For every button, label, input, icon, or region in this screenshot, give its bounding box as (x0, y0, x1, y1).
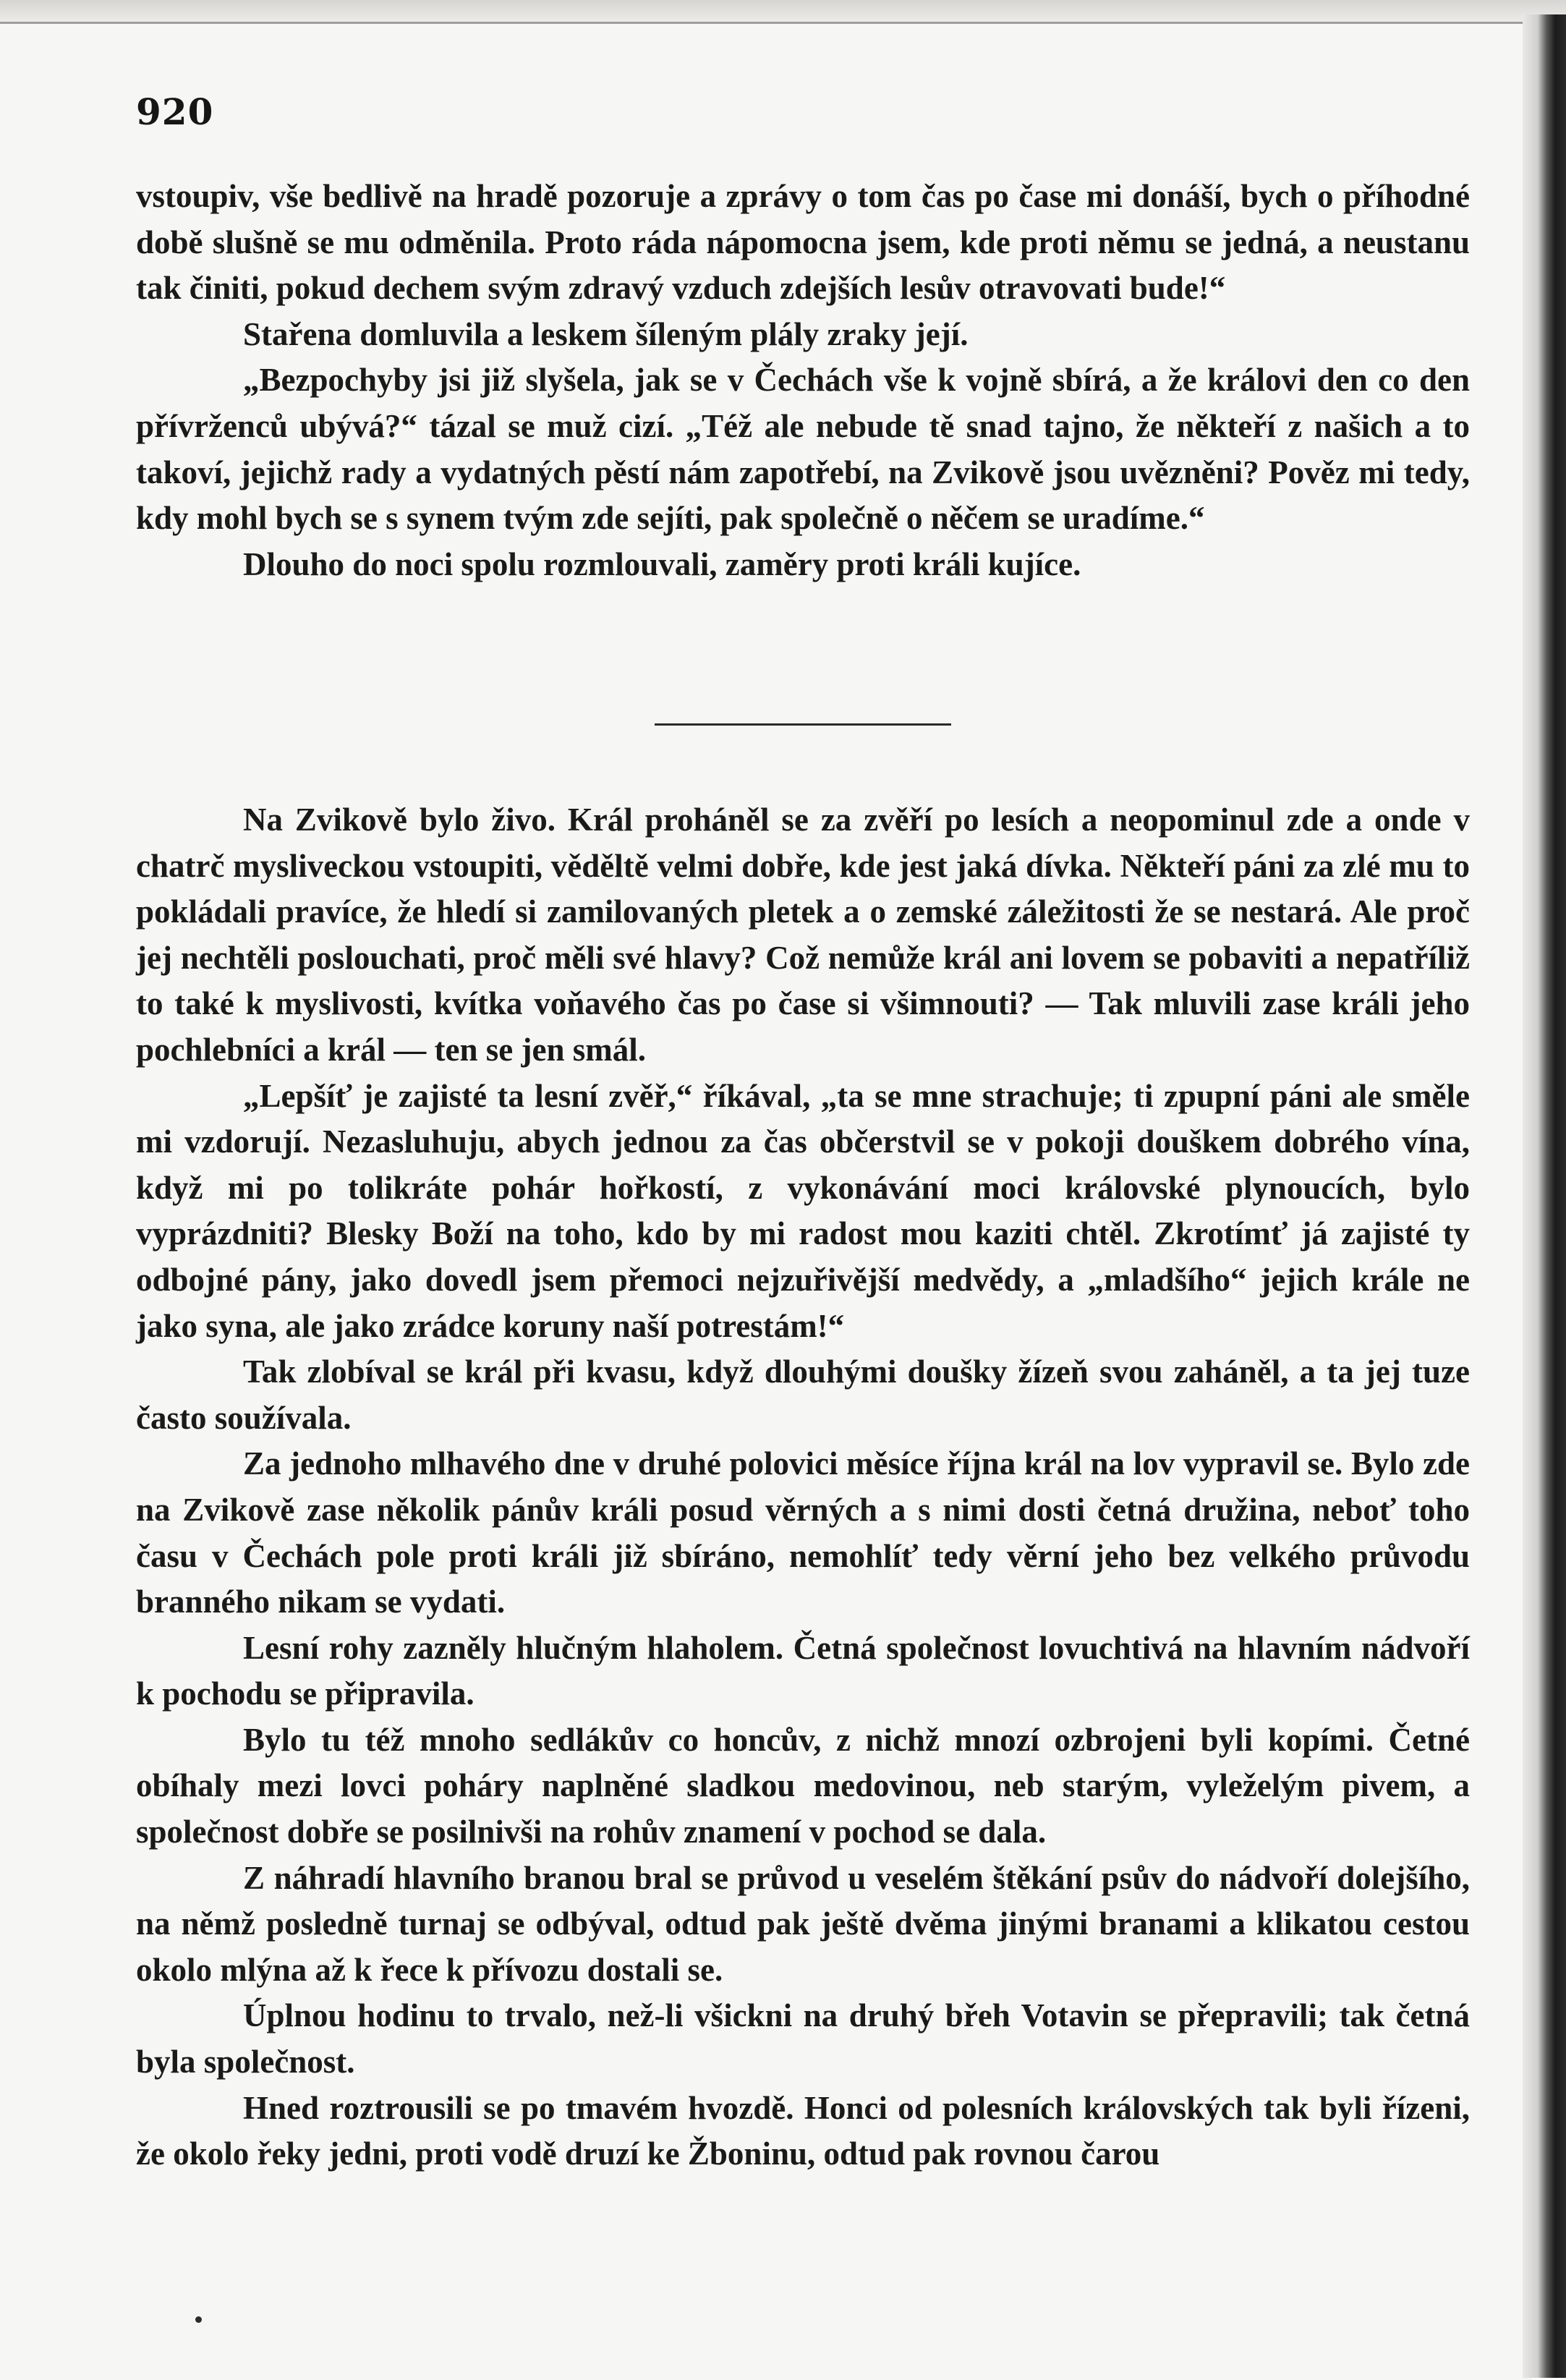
paragraph: Bylo tu též mnoho sedlákův co honcův, z nichž mnozí ozbrojeni byli kopími. Četné obíhaly mezi lovci poháry naplněné sladkou medovinou, neb starým, vyleželým pivem, a společnost dobře se posilnivši na rohův znamení v pochod se dala. (136, 1721, 1470, 1850)
paragraph: Za jednoho mlhavého dne v druhé polovici měsíce října král na lov vypravil se. Bylo zde na Zvikově zase několik pánův králi posud věrných a s nimi dosti četná družina, neboť toho času v Čechách pole proti králi již sbíráno, nemohlíť tedy věrní jeho bez velkého průvodu branného nikam se vydati. (136, 1445, 1470, 1620)
text-block-after-separator (136, 797, 1470, 2177)
paragraph: Stařena domluvila a leskem šíleným plály zraky její. (243, 315, 969, 352)
paragraph: vstoupiv, vše bedlivě na hradě pozoruje a zprávy o tom čas po čase mi donáší, bych o příhodné době slušně se mu odměnila. Proto ráda nápomocna jsem, kde proti němu se jedná, a neustanu tak činiti, pokud dechem svým zdravý vzduch zdejších lesův otravovati bude!“ (136, 178, 1470, 307)
paragraph: Lesní rohy zazněly hlučným hlaholem. Četná společnost lovuchtivá na hlavním nádvoří k pochodu se připravila. (136, 1629, 1470, 1712)
section-separator (655, 723, 951, 726)
paragraph: „Bezpochyby jsi již slyšela, jak se v Čechách vše k vojně sbírá, a že královi den co den přívrženců ubývá?“ tázal se muž cizí. „Též ale nebude tě snad tajno, že někteří z našich a to takoví, jejichž rady a vydatných pěstí nám zapotřebí, na Zvikově jsou uvězněni? Pověz mi tedy, kdy mohl bych se s synem tvým zde sejíti, pak společně o něčem se uradíme.“ (136, 362, 1470, 537)
paragraph: Dlouho do noci spolu rozmlouvali, zaměry proti králi kujíce. (243, 545, 1081, 582)
paragraph: Z náhradí hlavního branou bral se průvod u veselém štěkání psův do nádvoří dolejšího, na němž posledně turnaj se odbýval, odtud pak ještě dvěma jinými branami a klikatou cestou okolo mlýna až k řece k přívozu dostali se. (136, 1859, 1470, 1988)
paragraph: Na Zvikově bylo živo. Král proháněl se za zvěří po lesích a neopominul zde a onde v chatrč mysliveckou vstoupiti, věděltě velmi dobře, kde jest jaká dívka. Někteří páni za zlé mu to pokládali pravíce, že hledí si zamilovaných pletek a o zemské záležitosti že se nestará. Ale proč jej nechtěli poslouchati, proč měli své hlavy? Což nemůže král ani lovem se pobaviti a nepatříliž to také k myslivosti, kvítka voňavého čas po čase si všimnouti? — Tak mluvili zase králi jeho pochlebníci a král — ten se jen smál. (136, 802, 1470, 1068)
paragraph: Úplnou hodinu to trvalo, než-li všickni na druhý břeh Votavin se přepravili; tak četná byla společnost. (136, 1997, 1470, 2081)
page-edge-shadow (1523, 14, 1566, 2378)
top-scan-shadow (0, 0, 1566, 25)
paragraph: Tak zlobíval se král při kvasu, když dlouhými doušky žízeň svou zaháněl, a ta jej tuze často soužívala. (136, 1353, 1470, 1436)
text-block-before-separator (136, 174, 1470, 587)
paragraph: Hned roztrousili se po tmavém hvozdě. Honci od polesních královských tak byli řízeni, že okolo řeky jedni, proti vodě druzí ke Žboninu, odtud pak rovnou čarou (136, 2089, 1470, 2172)
paragraph: „Lepšíť je zajisté ta lesní zvěř,“ říkával, „ta se mne strachuje; ti zpupní páni ale směle mi vzdorují. Nezasluhuju, abych jednou za čas občerstvil se v pokoji douškem dobrého vína, když mi po tolikráte pohár hořkostí, z vykonávání moci královské plynoucích, bylo vyprázdniti? Blesky Boží na toho, kdo by mi radost mou kaziti chtěl. Zkrotímť já zajisté ty odbojné pány, jako dovedl jsem přemoci nejzuřivější medvědy, a „mladšího“ jejich krále ne jako syna, ale jako zrádce koruny naší potrestám!“ (136, 1077, 1470, 1344)
ink-speck (195, 2316, 202, 2323)
page-number: 920 (136, 90, 214, 133)
